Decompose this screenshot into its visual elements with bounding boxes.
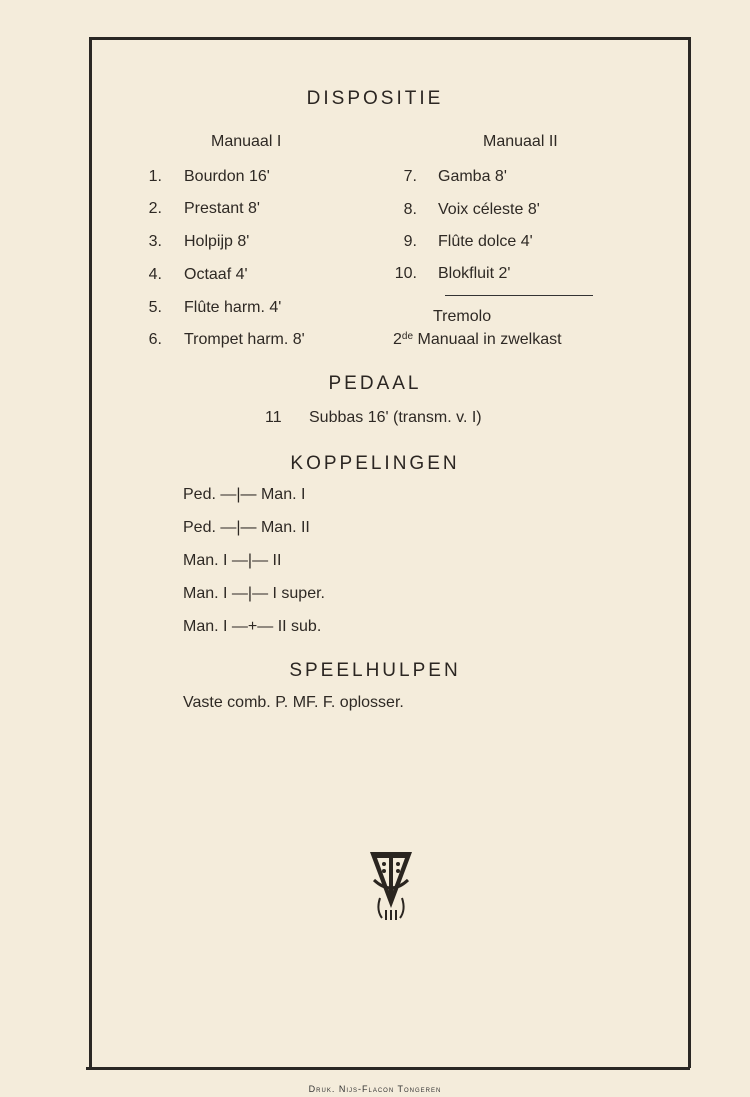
- stop-number: 5.: [148, 299, 162, 316]
- stop-name: Trompet harm. 8': [184, 331, 305, 348]
- coupler-item: Man. I —|— I super.: [183, 585, 325, 602]
- stop-name: Flûte harm. 4': [184, 299, 282, 316]
- speelhulpen-text: Vaste comb. P. MF. F. oplosser.: [183, 694, 404, 711]
- pedal-stop-number: 11: [265, 409, 282, 426]
- printer-emblem-icon: [368, 850, 414, 922]
- stop-name: Prestant 8': [184, 200, 260, 217]
- coupler-item: Man. I —+— II sub.: [183, 618, 322, 635]
- printer-credit: Druk. Nijs-Flacon Tongeren: [308, 1084, 442, 1094]
- swell-note: 2de Manuaal in zwelkast: [393, 331, 562, 348]
- stop-name: Voix céleste 8': [438, 201, 540, 218]
- stop-number: 10.: [394, 265, 417, 282]
- koppelingen-heading: KOPPELINGEN: [290, 453, 460, 474]
- stop-name: Flûte dolce 4': [438, 233, 533, 250]
- pedal-stop-name: Subbas 16' (transm. v. I): [309, 409, 482, 426]
- stop-name: Gamba 8': [438, 168, 507, 185]
- stop-name: Blokfluit 2': [438, 265, 511, 282]
- stop-name: Holpijp 8': [184, 233, 250, 250]
- stop-number: 1.: [148, 168, 162, 185]
- coupler-item: Ped. —|— Man. II: [183, 519, 310, 536]
- stop-name: Octaaf 4': [184, 266, 248, 283]
- speelhulpen-heading: SPEELHULPEN: [289, 660, 461, 681]
- pedaal-heading: PEDAAL: [328, 373, 422, 394]
- stop-number: 4.: [148, 266, 162, 283]
- coupler-item: Man. I —|— II: [183, 552, 282, 569]
- stop-number: 6.: [148, 331, 162, 348]
- stop-number: 2.: [148, 200, 162, 217]
- bottom-rule: [86, 1067, 690, 1070]
- coupler-item: Ped. —|— Man. I: [183, 486, 306, 503]
- tremolo-label: Tremolo: [433, 308, 492, 325]
- manual2-label: Manuaal II: [483, 133, 558, 150]
- stop-number: 7.: [403, 168, 417, 185]
- section-rule: [445, 295, 593, 296]
- stop-name: Bourdon 16': [184, 168, 270, 185]
- stop-number: 9.: [403, 233, 417, 250]
- dispositie-heading: DISPOSITIE: [306, 88, 444, 109]
- stop-number: 3.: [148, 233, 162, 250]
- manual1-label: Manuaal I: [211, 133, 282, 150]
- stop-number: 8.: [403, 201, 417, 218]
